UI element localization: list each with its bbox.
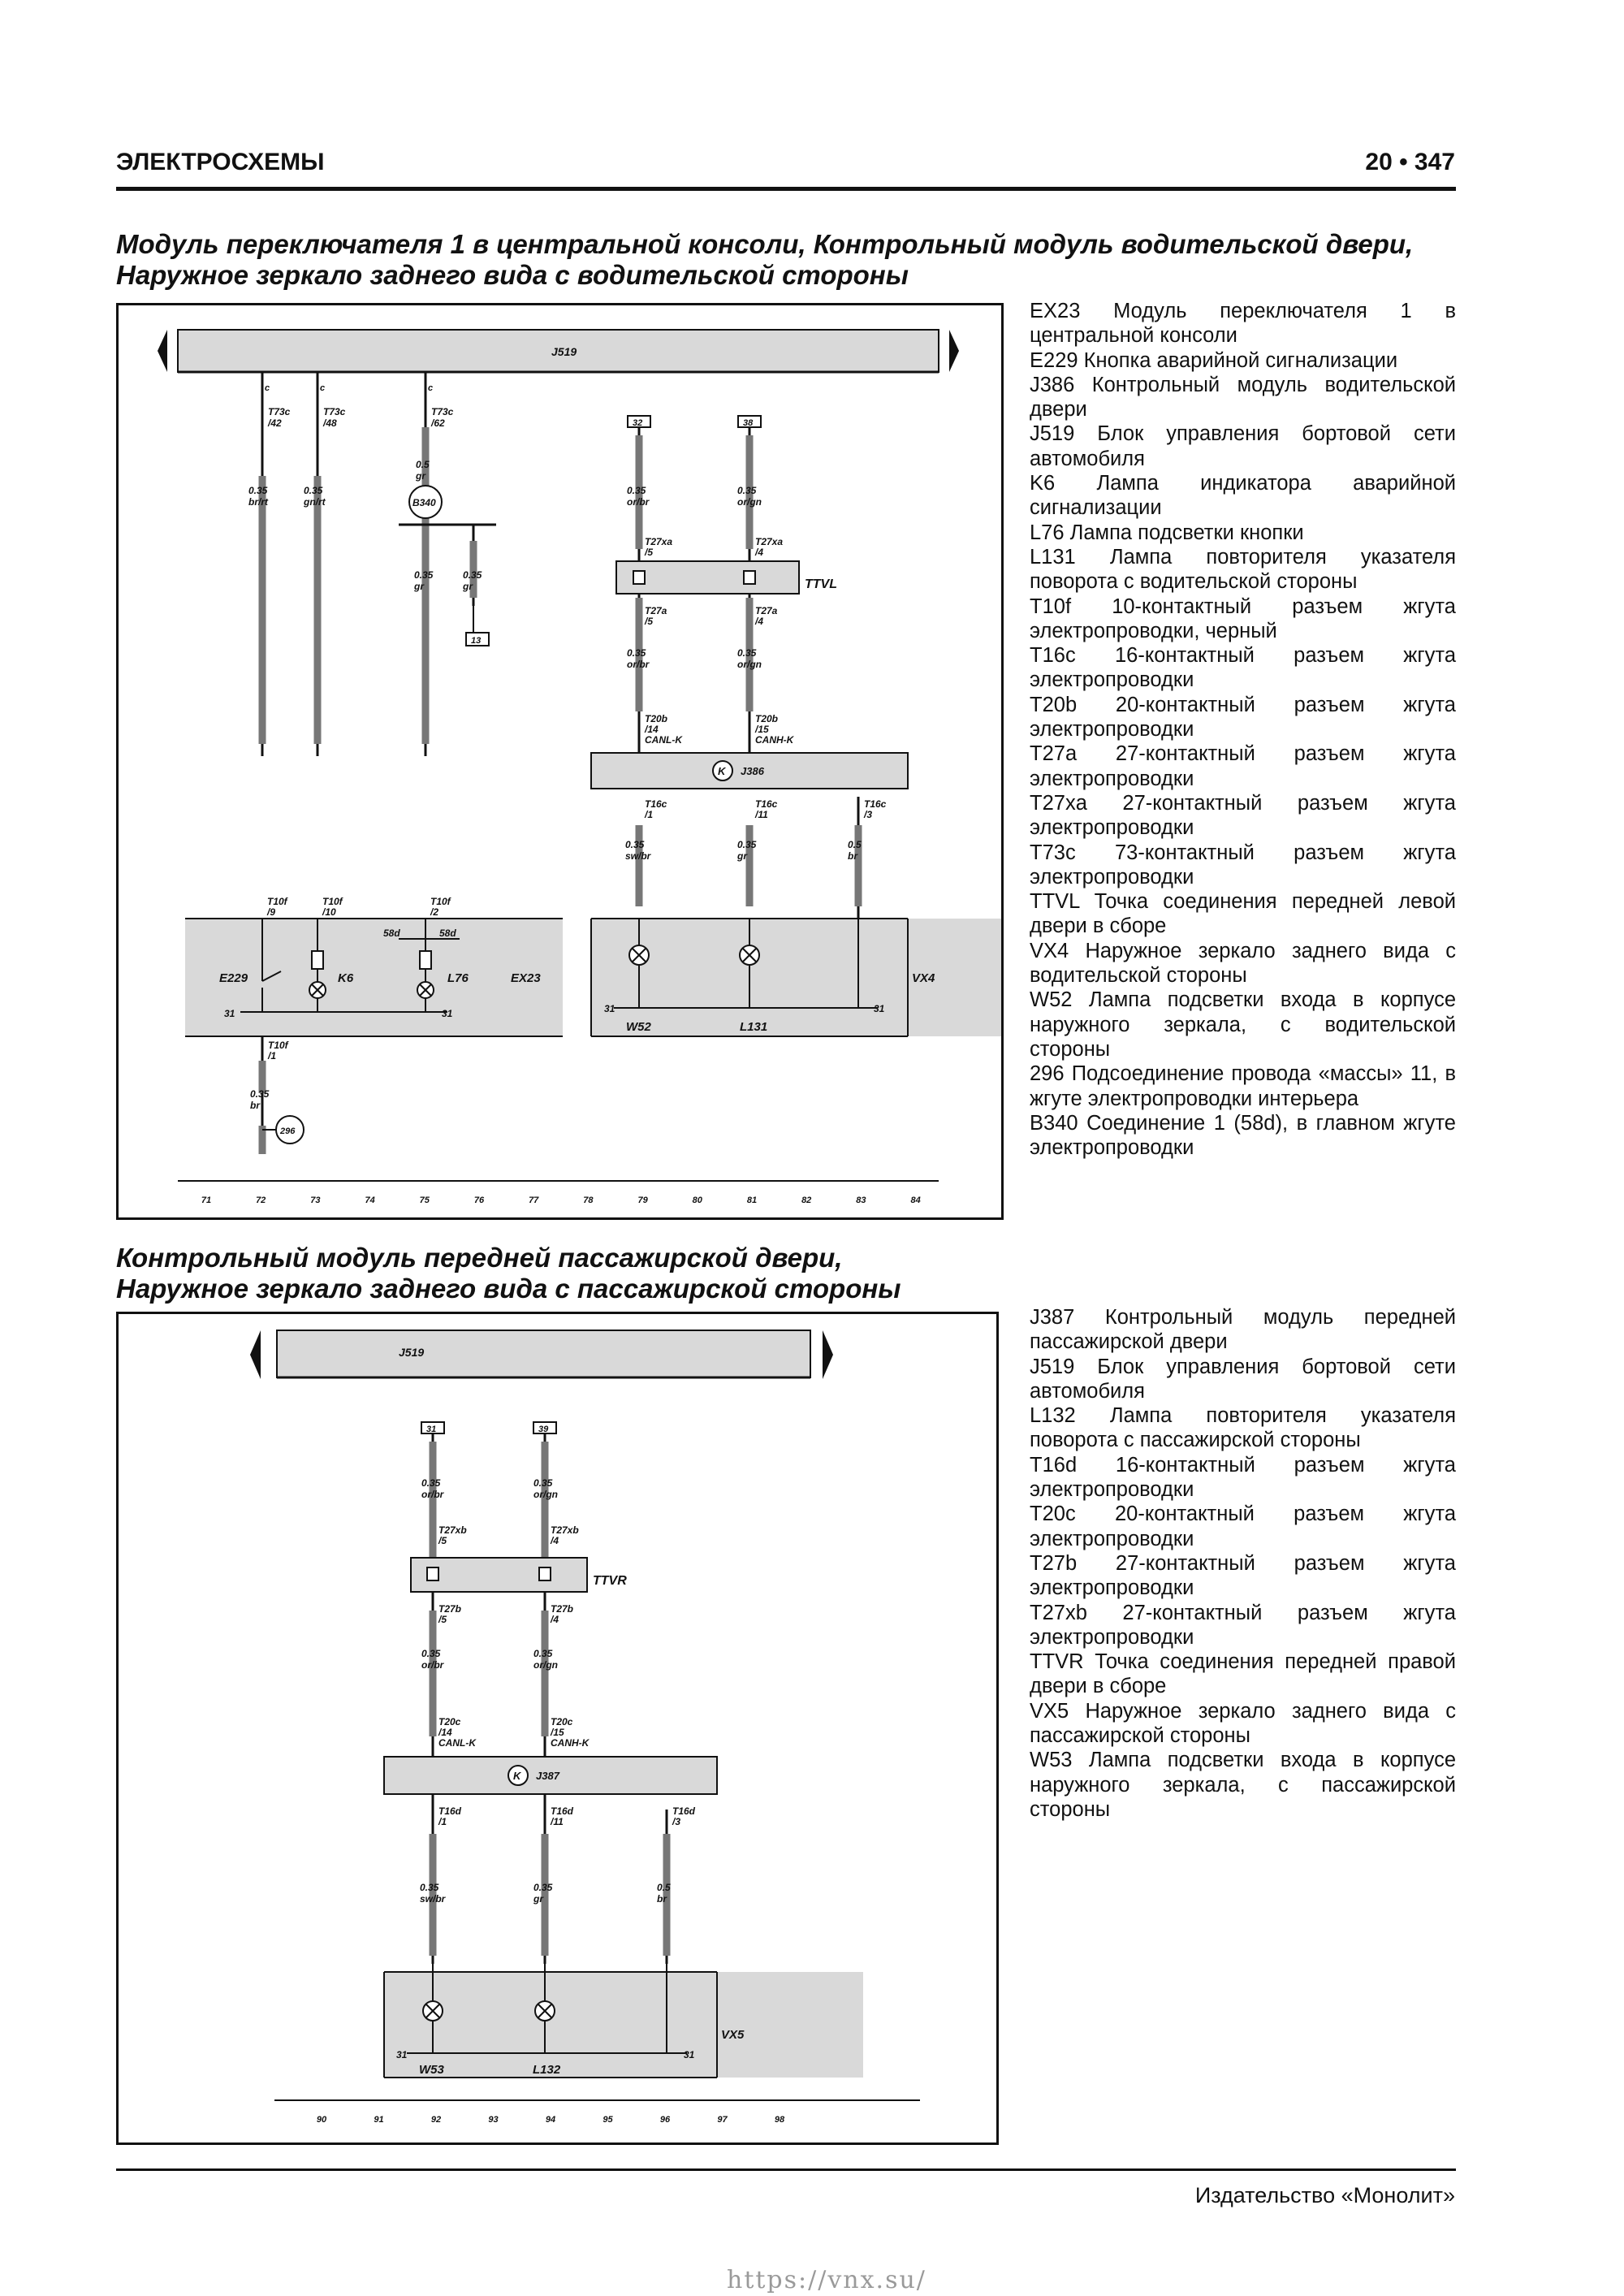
- svg-text:T73c: T73c: [323, 406, 346, 417]
- svg-text:/48: /48: [323, 417, 337, 429]
- footer-rule: [116, 2168, 1456, 2171]
- diagram2-legend-item: T20c 20-контактный разъем жгута электропроводки: [1030, 1503, 1456, 1550]
- svg-text:or/gn: or/gn: [533, 1659, 558, 1671]
- svg-text:/42: /42: [268, 417, 282, 429]
- svg-text:T27b: T27b: [438, 1603, 462, 1615]
- svg-text:39: 39: [538, 1425, 549, 1434]
- tick-label: 83: [856, 1196, 866, 1205]
- svg-text:/5: /5: [438, 1535, 447, 1546]
- svg-text:0.35: 0.35: [627, 647, 646, 659]
- diagram1-frame: [116, 303, 1004, 1220]
- diagram1-legend-item: W52 Лампа подсветки входа в корпусе наружного зеркала, с водительской стороны: [1030, 988, 1456, 1061]
- svg-text:T16c: T16c: [645, 798, 667, 810]
- svg-text:gr: gr: [737, 850, 747, 862]
- diagram1-schematic: [119, 305, 1001, 1217]
- diagram1-title: [116, 229, 1413, 291]
- svg-text:32: 32: [633, 418, 643, 428]
- diagram2-legend-item: J387 Контрольный модуль передней пассажирской двери: [1030, 1306, 1456, 1354]
- svg-text:c: c: [265, 383, 270, 393]
- tick-label: 90: [316, 2115, 327, 2125]
- tick-label: 95: [603, 2115, 613, 2125]
- svg-text:c: c: [428, 383, 434, 393]
- svg-text:/4: /4: [755, 616, 764, 627]
- svg-text:T10f: T10f: [322, 896, 343, 907]
- svg-text:0.35: 0.35: [421, 1477, 441, 1489]
- diagram1-legend-item: J386 Контрольный модуль водительской двери: [1030, 373, 1456, 422]
- svg-text:31: 31: [442, 1008, 453, 1019]
- j519-block-2: [277, 1330, 810, 1377]
- svg-text:31: 31: [874, 1003, 885, 1014]
- diagram1-legend-item: T27a 27-контактный разъем жгута электропроводки: [1030, 742, 1456, 790]
- svg-text:/15: /15: [755, 724, 769, 735]
- svg-text:31: 31: [684, 2049, 695, 2060]
- svg-text:br: br: [848, 850, 857, 862]
- svg-text:0.35: 0.35: [248, 485, 268, 496]
- svg-text:W52: W52: [626, 1020, 651, 1034]
- svg-text:T20c: T20c: [438, 1716, 461, 1727]
- svg-text:0.35: 0.35: [737, 647, 757, 659]
- svg-text:0.5: 0.5: [657, 1882, 671, 1893]
- diagram2-legend: [1030, 1305, 1456, 1822]
- svg-text:K: K: [513, 1770, 521, 1782]
- svg-text:br/rt: br/rt: [248, 496, 268, 508]
- svg-text:/11: /11: [755, 809, 768, 820]
- diagram2-legend-item: TTVR Точка соединения передней правой двери в сборе: [1030, 1650, 1456, 1698]
- svg-text:L132: L132: [533, 2063, 561, 2077]
- svg-text:0.35: 0.35: [625, 839, 645, 850]
- diagram2-legend-item: J519 Блок управления бортовой сети автомобиля: [1030, 1355, 1456, 1403]
- svg-text:TTVR: TTVR: [593, 1574, 627, 1588]
- svg-text:T73c: T73c: [431, 406, 454, 417]
- tick-label: 72: [256, 1196, 266, 1205]
- svg-text:gr: gr: [463, 581, 473, 592]
- svg-text:/5: /5: [438, 1614, 447, 1625]
- diagram1-legend-item: T10f 10-контактный разъем жгута электропроводки, черный: [1030, 595, 1456, 642]
- svg-text:/1: /1: [438, 1816, 447, 1827]
- diagram2-legend-item: W53 Лампа подсветки входа в корпусе наружного зеркала, с пассажирской стороны: [1030, 1749, 1456, 1821]
- diagram2-title-line2: Наружное зеркало заднего вида с пассажирской стороны: [116, 1273, 901, 1304]
- svg-text:T27xa: T27xa: [755, 536, 784, 547]
- diagram1-legend-item: TTVL Точка соединения передней левой двери в сборе: [1030, 890, 1456, 938]
- tick-label: 81: [746, 1196, 758, 1205]
- svg-text:/14: /14: [645, 724, 659, 735]
- right-arrow-icon: [949, 330, 959, 372]
- svg-text:0.35: 0.35: [533, 1648, 553, 1659]
- svg-text:T16c: T16c: [755, 798, 778, 810]
- svg-text:T16d: T16d: [672, 1805, 696, 1817]
- diagram2-legend-item: VX5 Наружное зеркало заднего вида с пассажирской стороны: [1030, 1699, 1456, 1748]
- tick-label: 91: [374, 2115, 384, 2125]
- j519-label-2: J519: [399, 1346, 425, 1359]
- svg-text:br: br: [250, 1100, 260, 1111]
- svg-text:E229: E229: [219, 971, 248, 985]
- diagram1-legend-item: 296 Подсоединение провода «массы» 11, в жгуте электропроводки интерьера: [1030, 1062, 1456, 1110]
- b340-label: B340: [412, 497, 436, 508]
- tick-label: 82: [801, 1196, 812, 1205]
- svg-text:0.35: 0.35: [414, 569, 434, 581]
- svg-text:T10f: T10f: [267, 896, 287, 907]
- svg-text:T20b: T20b: [645, 713, 668, 724]
- svg-text:0.35: 0.35: [304, 485, 323, 496]
- svg-text:T20b: T20b: [755, 713, 779, 724]
- svg-text:or/gn: or/gn: [737, 496, 762, 508]
- svg-text:TTVL: TTVL: [805, 577, 837, 591]
- svg-text:/4: /4: [551, 1535, 559, 1546]
- vx5-block: [384, 1972, 863, 2078]
- svg-text:/3: /3: [864, 809, 873, 820]
- svg-text:0.35: 0.35: [250, 1088, 270, 1100]
- tick-label: 75: [419, 1196, 430, 1205]
- svg-text:13: 13: [471, 636, 482, 646]
- svg-text:T27a: T27a: [645, 605, 667, 616]
- svg-text:/2: /2: [430, 906, 439, 918]
- svg-text:/3: /3: [672, 1816, 681, 1827]
- diagram1-legend: [1030, 299, 1456, 1160]
- svg-text:J386: J386: [741, 765, 764, 777]
- svg-text:gr: gr: [416, 470, 425, 482]
- diagram1-legend-item: L76 Лампа подсветки кнопки: [1030, 521, 1304, 544]
- svg-text:or/br: or/br: [627, 496, 650, 508]
- svg-text:T27xb: T27xb: [438, 1524, 467, 1536]
- svg-text:K: K: [718, 765, 726, 777]
- diagram2-frame: [116, 1312, 999, 2145]
- tick-label: 80: [692, 1196, 702, 1205]
- tick-label: 79: [637, 1196, 648, 1205]
- svg-text:T73c: T73c: [268, 406, 291, 417]
- svg-text:0.35: 0.35: [420, 1882, 439, 1893]
- tick-label: 92: [430, 2115, 442, 2125]
- tick-label: 73: [310, 1196, 321, 1205]
- tick-label: 84: [910, 1196, 921, 1205]
- svg-text:CANL-K: CANL-K: [438, 1737, 476, 1749]
- svg-text:T27b: T27b: [551, 1603, 574, 1615]
- svg-text:31: 31: [224, 1008, 235, 1019]
- svg-text:T10f: T10f: [430, 896, 451, 907]
- section-title: ЭЛЕКТРОСХЕМЫ: [116, 149, 325, 175]
- tick-label: 74: [365, 1196, 375, 1205]
- diagram1-legend-item: EX23 Модуль переключателя 1 в центральной консоли: [1030, 300, 1456, 348]
- svg-text:VX5: VX5: [721, 2028, 745, 2042]
- diagram1-legend-item: J519 Блок управления бортовой сети автомобиля: [1030, 422, 1456, 470]
- diagram1-legend-item: T27xa 27-контактный разъем жгута электропроводки: [1030, 791, 1456, 840]
- svg-text:0.35: 0.35: [421, 1648, 441, 1659]
- svg-text:T16d: T16d: [551, 1805, 574, 1817]
- svg-text:58d: 58d: [383, 927, 400, 939]
- svg-text:sw/br: sw/br: [625, 850, 651, 862]
- svg-text:0.35: 0.35: [737, 485, 757, 496]
- tick-label: 96: [659, 2115, 671, 2125]
- diagram1-title-line1: Модуль переключателя 1 в центральной консоли, Контрольный модуль водительской двери,: [116, 229, 1414, 259]
- svg-text:c: c: [320, 383, 326, 393]
- svg-text:sw/br: sw/br: [420, 1893, 446, 1905]
- j519-label: J519: [551, 345, 577, 358]
- diagram1-legend-item: K6 Лампа индикатора аварийной сигнализации: [1030, 472, 1456, 520]
- svg-text:/5: /5: [645, 547, 654, 558]
- svg-text:br: br: [657, 1893, 667, 1905]
- svg-text:T27a: T27a: [755, 605, 778, 616]
- svg-text:0.35: 0.35: [463, 569, 482, 581]
- svg-text:T16d: T16d: [438, 1805, 462, 1817]
- svg-text:58d: 58d: [439, 927, 456, 939]
- svg-text:T20c: T20c: [551, 1716, 573, 1727]
- diagram1-legend-item: E229 Кнопка аварийной сигнализации: [1030, 348, 1398, 372]
- diagram2-legend-item: T27xb 27-контактный разъем жгута электропроводки: [1030, 1601, 1456, 1649]
- header-rule: [116, 187, 1456, 191]
- svg-text:gr: gr: [414, 581, 424, 592]
- svg-text:0.5: 0.5: [416, 459, 430, 470]
- svg-text:gr: gr: [533, 1893, 543, 1905]
- svg-text:or/gn: or/gn: [533, 1489, 558, 1500]
- tick-label: 76: [473, 1196, 485, 1205]
- tick-label: 93: [488, 2115, 499, 2125]
- tick-label: 71: [201, 1196, 212, 1205]
- diagram2-legend-item: T16d 16-контактный разъем жгута электропроводки: [1030, 1453, 1456, 1502]
- diagram1-legend-item: L131 Лампа повторителя указателя поворота с водительской стороны: [1030, 545, 1456, 594]
- svg-text:or/br: or/br: [627, 659, 650, 670]
- svg-text:0.35: 0.35: [533, 1882, 553, 1893]
- svg-text:31: 31: [604, 1003, 615, 1014]
- right-arrow-icon: [823, 1330, 833, 1379]
- tick-label: 97: [717, 2115, 728, 2125]
- diagram2-legend-item: L132 Лампа повторителя указателя поворота с пассажирской стороны: [1030, 1404, 1456, 1452]
- left-arrow-icon: [158, 330, 167, 372]
- page-number: 20 • 347: [1365, 149, 1455, 175]
- diagram2-schematic: [119, 1314, 996, 2143]
- tick-label: 77: [529, 1196, 539, 1205]
- svg-text:/62: /62: [431, 417, 445, 429]
- diagram1-legend-item: T16c 16-контактный разъем жгута электропроводки: [1030, 644, 1456, 692]
- svg-text:/10: /10: [322, 906, 336, 918]
- svg-text:L76: L76: [447, 971, 469, 985]
- tick-label: 94: [545, 2115, 556, 2125]
- svg-text:/14: /14: [438, 1727, 452, 1738]
- svg-text:VX4: VX4: [912, 971, 935, 985]
- svg-text:or/gn: or/gn: [737, 659, 762, 670]
- publisher: Издательство «Монолит»: [1194, 2183, 1455, 2207]
- svg-text:31: 31: [426, 1425, 437, 1434]
- svg-text:gn/rt: gn/rt: [304, 496, 326, 508]
- tick-label: 98: [774, 2115, 785, 2125]
- svg-text:T16c: T16c: [864, 798, 887, 810]
- diagram1-legend-item: B340 Соединение 1 (58d), в главном жгуте электропроводки: [1030, 1111, 1456, 1160]
- tick-scale-1: [201, 1196, 921, 1205]
- svg-text:38: 38: [743, 418, 754, 428]
- diagram2-title: [116, 1243, 901, 1304]
- svg-text:0.35: 0.35: [533, 1477, 553, 1489]
- svg-text:/11: /11: [551, 1816, 564, 1827]
- svg-text:J387: J387: [536, 1770, 559, 1782]
- svg-text:/1: /1: [645, 809, 654, 820]
- vx4-block: [591, 919, 1001, 1036]
- svg-text:0.35: 0.35: [737, 839, 757, 850]
- diagram1-legend-item: T73c 73-контактный разъем жгута электропроводки: [1030, 841, 1456, 889]
- diagram2-title-line1: Контрольный модуль передней пассажирской двери,: [116, 1243, 843, 1273]
- svg-text:or/br: or/br: [421, 1489, 444, 1500]
- svg-text:/1: /1: [268, 1050, 277, 1062]
- svg-text:K6: K6: [338, 971, 354, 985]
- svg-text:0.35: 0.35: [627, 485, 646, 496]
- svg-text:/5: /5: [645, 616, 654, 627]
- svg-text:/9: /9: [267, 906, 276, 918]
- watermark: https://vnx.su/: [727, 2266, 926, 2294]
- tick-scale-2: [317, 2115, 785, 2125]
- svg-text:/15: /15: [551, 1727, 564, 1738]
- svg-text:T27xb: T27xb: [551, 1524, 579, 1536]
- svg-text:31: 31: [396, 2049, 408, 2060]
- tick-label: 78: [583, 1196, 594, 1205]
- svg-text:CANH-K: CANH-K: [551, 1737, 590, 1749]
- svg-text:CANH-K: CANH-K: [755, 734, 794, 746]
- svg-text:W53: W53: [419, 2063, 444, 2077]
- svg-text:296: 296: [280, 1126, 296, 1136]
- diagram1-legend-item: T20b 20-контактный разъем жгута электропроводки: [1030, 693, 1456, 742]
- svg-text:or/br: or/br: [421, 1659, 444, 1671]
- svg-text:/4: /4: [755, 547, 764, 558]
- svg-text:T27xa: T27xa: [645, 536, 673, 547]
- svg-text:EX23: EX23: [511, 971, 541, 985]
- diagram1-title-line2: Наружное зеркало заднего вида с водительской стороны: [116, 260, 909, 290]
- svg-text:L131: L131: [740, 1020, 768, 1034]
- diagram1-legend-item: VX4 Наружное зеркало заднего вида с водительской стороны: [1030, 939, 1456, 988]
- left-arrow-icon: [250, 1330, 261, 1379]
- svg-text:/4: /4: [551, 1614, 559, 1625]
- svg-text:CANL-K: CANL-K: [645, 734, 682, 746]
- svg-text:0.5: 0.5: [848, 839, 862, 850]
- diagram2-legend-item: T27b 27-контактный разъем жгута электропроводки: [1030, 1551, 1456, 1600]
- svg-text:T10f: T10f: [268, 1040, 288, 1051]
